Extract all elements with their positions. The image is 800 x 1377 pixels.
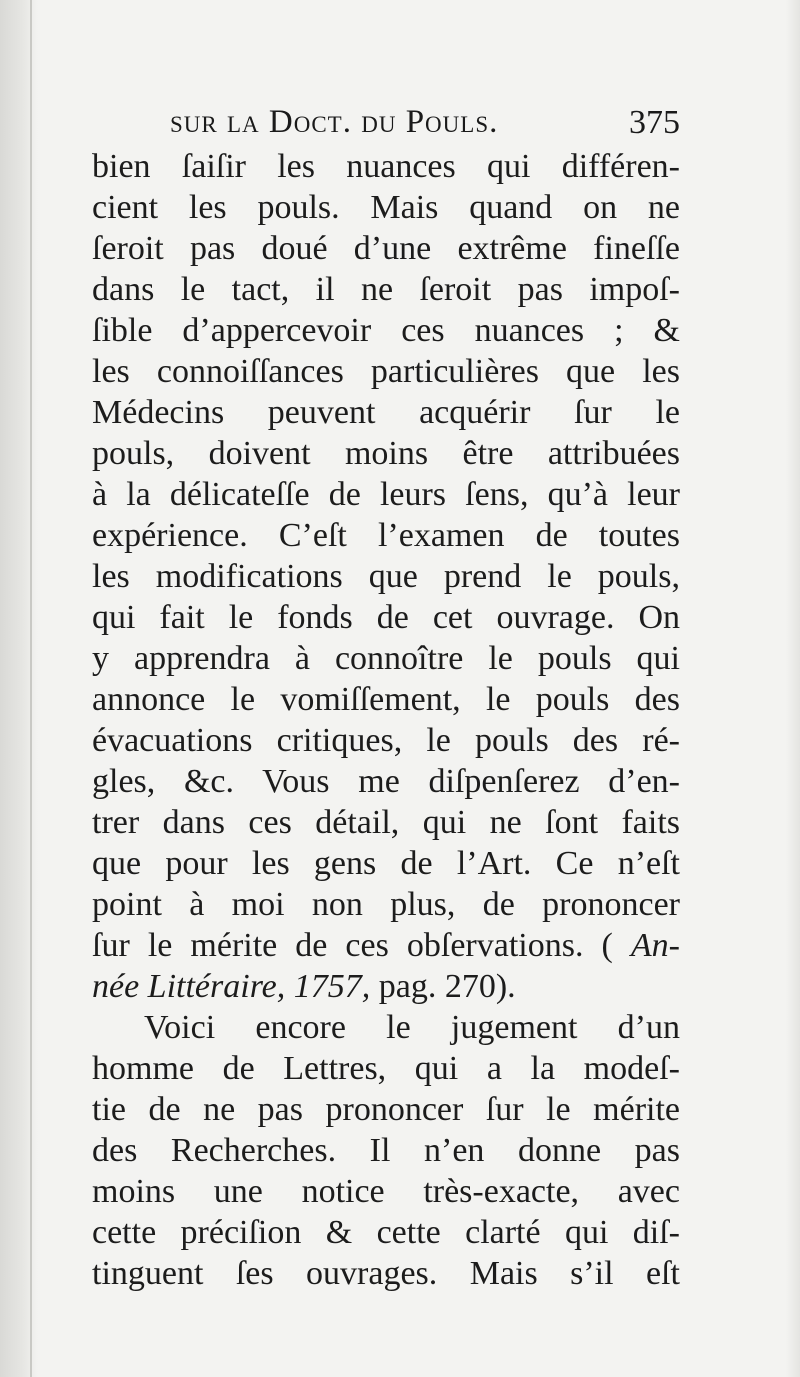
text-line: qui fait le fonds de cet ouvrage. On bbox=[92, 599, 680, 636]
text-line: cient les pouls. Mais quand on ne bbox=[92, 189, 680, 226]
text-line: évacuations critiques, le pouls des ré- bbox=[92, 722, 680, 759]
text-line: y apprendra à connoître le pouls qui bbox=[92, 640, 680, 677]
page-gutter-shadow bbox=[0, 0, 38, 1377]
text-line: cette préciſion & cette clarté qui diſ- bbox=[92, 1214, 680, 1251]
binding-edge bbox=[30, 0, 32, 1377]
text-line-italic: An- bbox=[630, 927, 680, 964]
text-line bbox=[92, 966, 680, 1007]
body-text bbox=[92, 146, 680, 1294]
page-header bbox=[92, 98, 680, 144]
text-line: trer dans ces détail, qui ne ſont faits bbox=[92, 804, 680, 841]
text-line: moins une notice très-exacte, avec bbox=[92, 1173, 680, 1210]
text-line: homme de Lettres, qui a la modeſ- bbox=[92, 1050, 680, 1087]
text-line: dans le tact, il ne ſeroit pas impoſ- bbox=[92, 271, 680, 308]
text-line bbox=[92, 925, 680, 966]
text-line: Médecins peuvent acquérir ſur le bbox=[92, 394, 680, 431]
text-line: gles, &c. Vous me diſpenſerez d’en- bbox=[92, 763, 680, 800]
text-line-roman: ſur le mérite de ces obſervations. ( bbox=[92, 927, 613, 964]
text-line: tie de ne pas prononcer ſur le mérite bbox=[92, 1091, 680, 1128]
text-line: les connoiſſances particulières que les bbox=[92, 353, 680, 390]
text-line: point à moi non plus, de prononcer bbox=[92, 886, 680, 923]
page-number: 375 bbox=[629, 104, 680, 141]
text-line: que pour les gens de l’Art. Ce n’eſt bbox=[92, 845, 680, 882]
text-line: expérience. C’eſt l’examen de toutes bbox=[92, 517, 680, 554]
text-line: tinguent ſes ouvrages. Mais s’il eſt bbox=[92, 1255, 680, 1292]
text-line: les modifications que prend le pouls, bbox=[92, 558, 680, 595]
text-line-italic: née Littéraire, 1757, bbox=[92, 968, 371, 1005]
paragraph-first-line: Voici encore le jugement d’un bbox=[144, 1009, 680, 1046]
text-line: annonce le vomiſſement, le pouls des bbox=[92, 681, 680, 718]
page-edge-shadow bbox=[786, 0, 800, 1377]
text-line: ſible d’appercevoir ces nuances ; & bbox=[92, 312, 680, 349]
running-head: sur la Doct. du Pouls. bbox=[170, 104, 499, 140]
text-line: ſeroit pas doué d’une extrême fineſſe bbox=[92, 230, 680, 267]
text-line: à la délicateſſe de leurs ſens, qu’à leur bbox=[92, 476, 680, 513]
text-line-roman: pag. 270). bbox=[370, 968, 516, 1005]
text-line: pouls, doivent moins être attribuées bbox=[92, 435, 680, 472]
text-line: bien ſaiſir les nuances qui différen- bbox=[92, 148, 680, 185]
text-line: des Recherches. Il n’en donne pas bbox=[92, 1132, 680, 1169]
